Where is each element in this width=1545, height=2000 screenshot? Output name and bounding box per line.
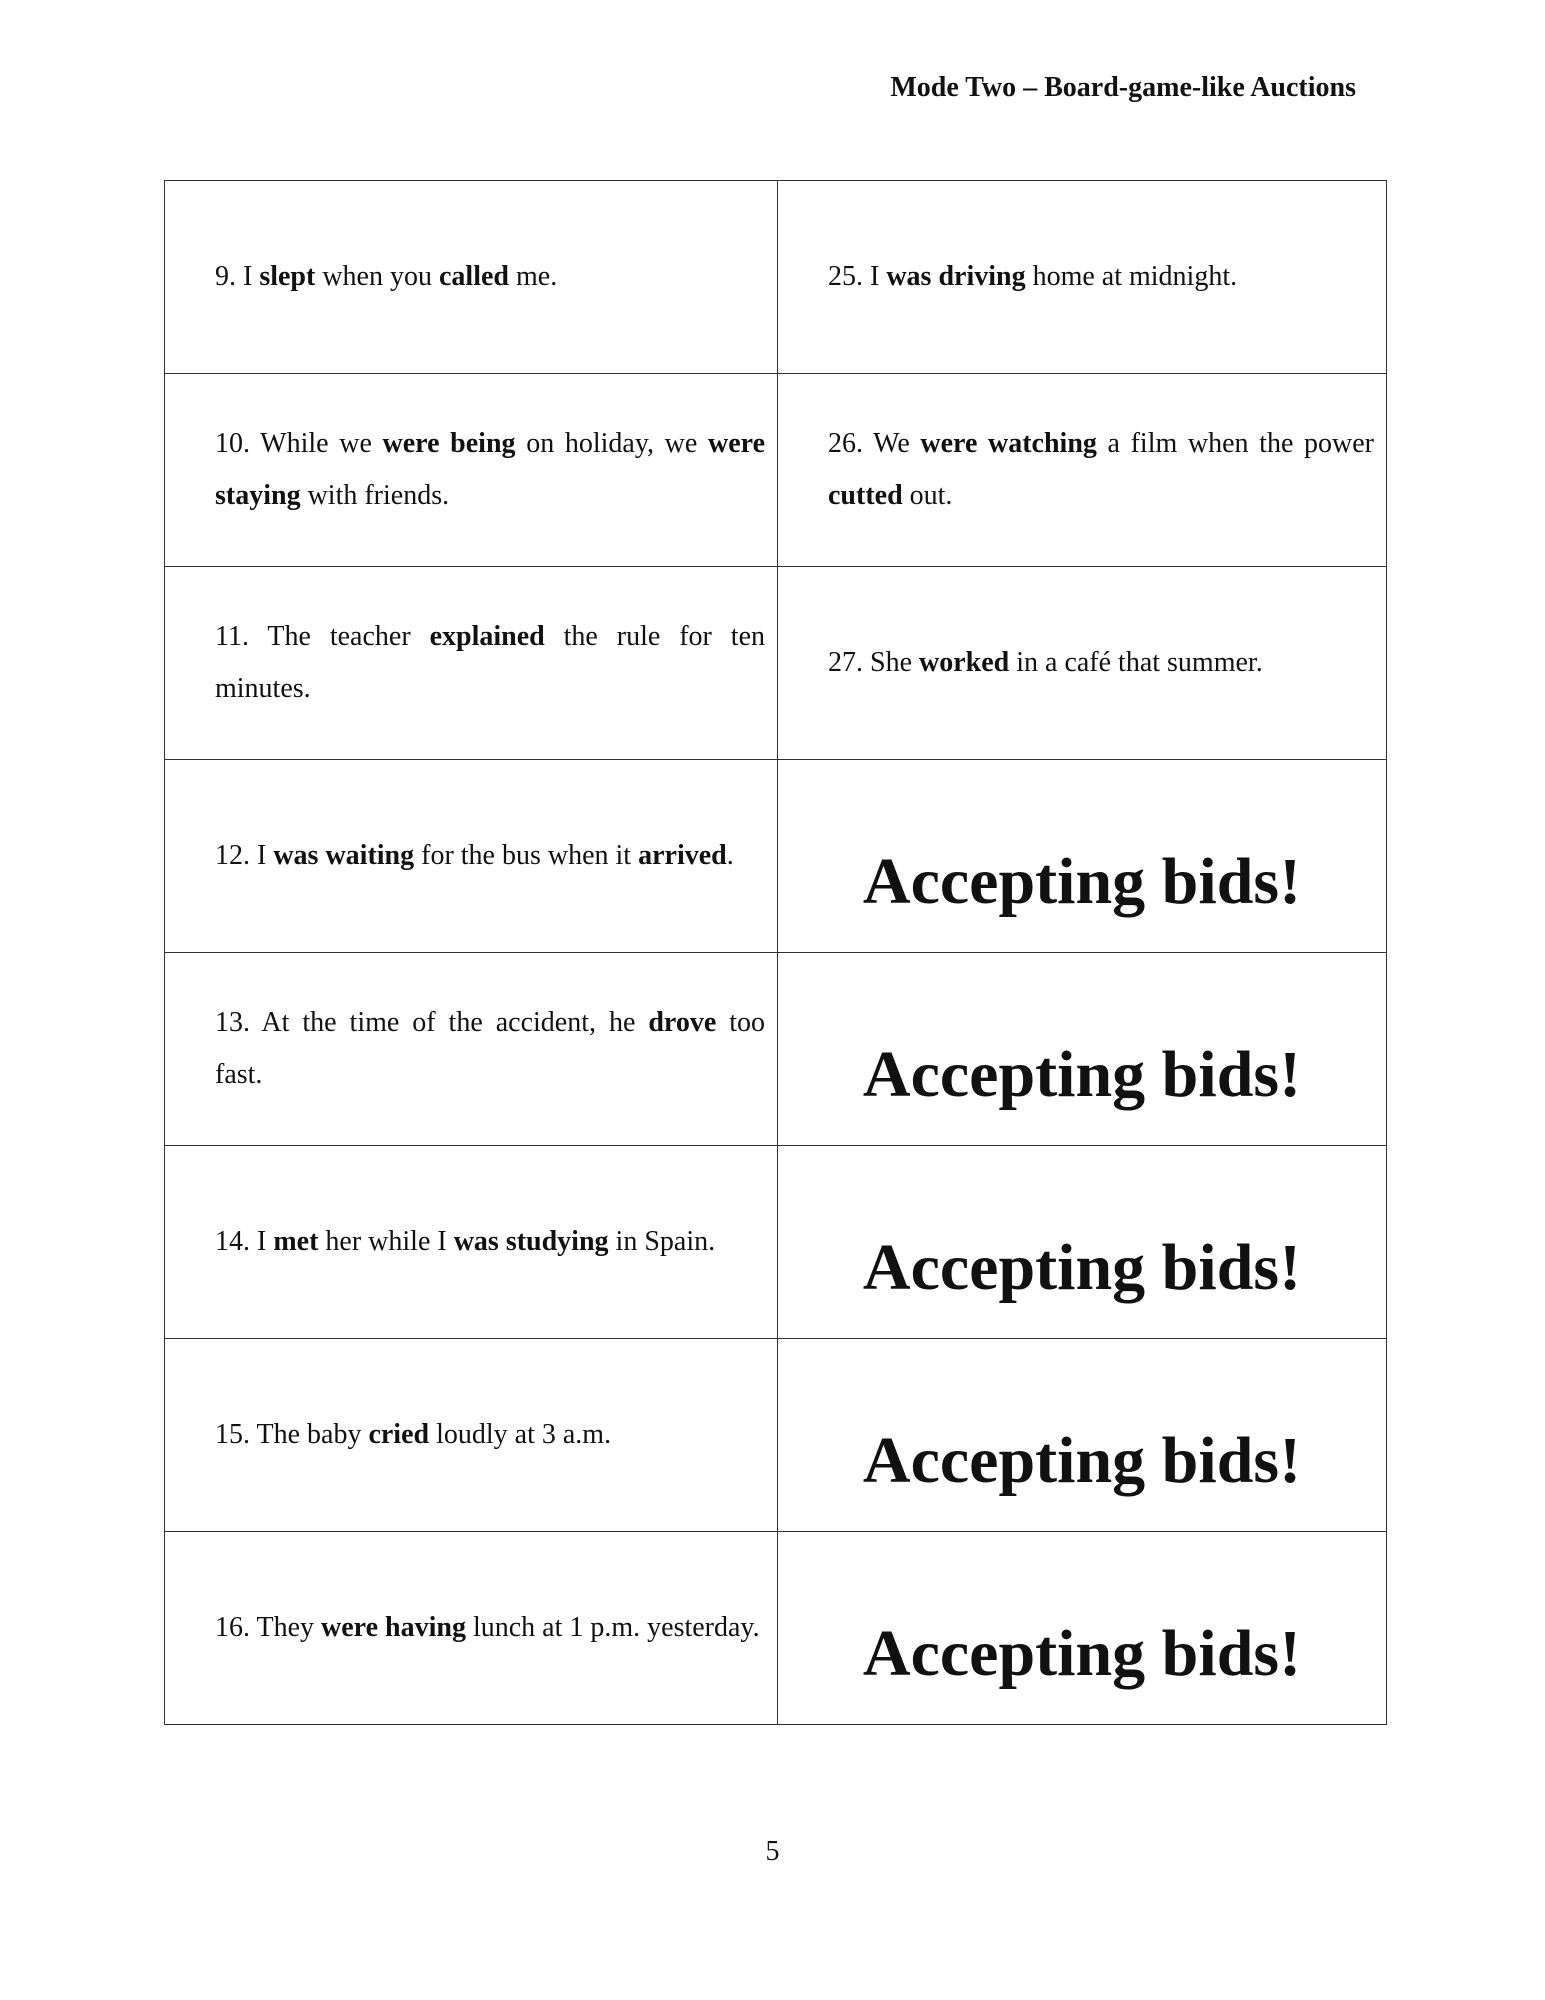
card-sentence: [165, 830, 777, 882]
card-row: [165, 1146, 1387, 1339]
sentence-number: 10.: [215, 428, 250, 459]
highlighted-verb: cutted: [828, 480, 903, 511]
sentence-text: lunch at 1 p.m. yesterday.: [465, 1612, 760, 1643]
sentence-number: 27.: [828, 647, 863, 678]
highlighted-verb: was studying: [453, 1226, 609, 1257]
card-cell: [165, 760, 778, 953]
sentence-text: The teacher: [248, 621, 430, 652]
card-cell: [165, 1532, 778, 1725]
sentence-text: The baby: [250, 1419, 369, 1450]
card-cell: [778, 760, 1387, 953]
sentence-text: when you: [315, 261, 439, 292]
sentence-number: 12.: [215, 840, 250, 871]
card-sentence: [778, 251, 1386, 303]
sentence-number: 13.: [215, 1007, 250, 1038]
sentence-text: I: [250, 1226, 274, 1257]
card-row: [165, 1339, 1387, 1532]
sentence-text: .: [726, 840, 734, 871]
card-row: [165, 181, 1387, 374]
sentence-text: a film when the power: [1096, 428, 1374, 459]
sentence-text: I: [236, 261, 260, 292]
card-sentence: [165, 611, 777, 715]
card-row: [165, 953, 1387, 1146]
card-cell: [778, 953, 1387, 1146]
highlighted-verb: arrived: [638, 840, 727, 871]
card-cell: [778, 1532, 1387, 1725]
card-cell: [778, 181, 1387, 374]
sentence-text: While we: [250, 428, 383, 459]
card-row: [165, 567, 1387, 760]
sentence-text: She: [863, 647, 919, 678]
sentence-text: with friends.: [300, 480, 450, 511]
sentence-text: loudly at 3 a.m.: [429, 1419, 612, 1450]
highlighted-verb: were being: [382, 428, 516, 459]
card-sentence: [165, 1602, 777, 1654]
card-cell: [165, 181, 778, 374]
highlighted-verb: cried: [368, 1419, 430, 1450]
sentence-text: her while I: [318, 1226, 454, 1257]
card-sentence: [778, 637, 1386, 689]
highlighted-verb: met: [273, 1226, 319, 1257]
card-sentence: [165, 997, 777, 1101]
highlighted-verb: called: [438, 261, 509, 292]
card-cell: [165, 1339, 778, 1532]
sentence-text: for the bus when it: [414, 840, 639, 871]
sentence-text: in Spain.: [608, 1226, 716, 1257]
sentence-number: 11.: [215, 621, 249, 652]
accepting-bids-label: Accepting bids!: [862, 1617, 1302, 1690]
sentence-text: in a café that summer.: [1009, 647, 1263, 678]
accepting-bids-label: Accepting bids!: [862, 845, 1302, 918]
sentence-text: I: [250, 840, 274, 871]
highlighted-verb: explained: [429, 621, 545, 652]
sentence-text: me.: [508, 261, 558, 292]
highlighted-verb: slept: [259, 261, 316, 292]
card-cell: [778, 1146, 1387, 1339]
card-sentence: [778, 418, 1386, 522]
highlighted-verb: were watching: [920, 428, 1097, 459]
card-sentence: [165, 1216, 777, 1268]
sentence-number: 16.: [215, 1612, 250, 1643]
card-cell: [165, 374, 778, 567]
sentence-text: They: [250, 1612, 322, 1643]
page-header: Mode Two – Board-game-like Auctions: [890, 72, 1356, 103]
highlighted-verb: drove: [648, 1007, 717, 1038]
sentence-text: I: [863, 261, 887, 292]
sentence-text: home at midnight.: [1025, 261, 1238, 292]
accepting-bids-label: Accepting bids!: [862, 1038, 1302, 1111]
highlighted-verb: were staying: [215, 428, 765, 511]
card-row: [165, 1532, 1387, 1725]
card-row: [165, 374, 1387, 567]
sentence-number: 25.: [828, 261, 863, 292]
sentence-text: We: [863, 428, 921, 459]
card-cell: [165, 953, 778, 1146]
sentence-number: 15.: [215, 1419, 250, 1450]
highlighted-verb: were having: [321, 1612, 466, 1643]
card-cell: [165, 567, 778, 760]
highlighted-verb: worked: [919, 647, 1010, 678]
sentence-text: on holiday, we: [515, 428, 708, 459]
highlighted-verb: was driving: [886, 261, 1026, 292]
card-cell: [778, 1339, 1387, 1532]
card-sentence: [165, 418, 777, 522]
accepting-bids-label: Accepting bids!: [862, 1424, 1302, 1497]
card-cell: [165, 1146, 778, 1339]
card-sentence: [165, 251, 777, 303]
sentence-text: too fast.: [215, 1007, 766, 1090]
sentence-text: At the time of the accident, he: [250, 1007, 649, 1038]
sentence-text: the rule for ten minutes.: [215, 621, 765, 704]
page-number: 5: [765, 1836, 780, 1867]
card-cell: [778, 374, 1387, 567]
accepting-bids-label: Accepting bids!: [862, 1231, 1302, 1304]
sentence-text: out.: [902, 480, 953, 511]
auction-card-grid: [164, 180, 1387, 1725]
sentence-number: 26.: [828, 428, 863, 459]
card-row: [165, 760, 1387, 953]
card-cell: [778, 567, 1387, 760]
card-sentence: [165, 1409, 777, 1461]
sentence-number: 14.: [215, 1226, 250, 1257]
sentence-number: 9.: [215, 261, 236, 292]
highlighted-verb: was waiting: [273, 840, 415, 871]
